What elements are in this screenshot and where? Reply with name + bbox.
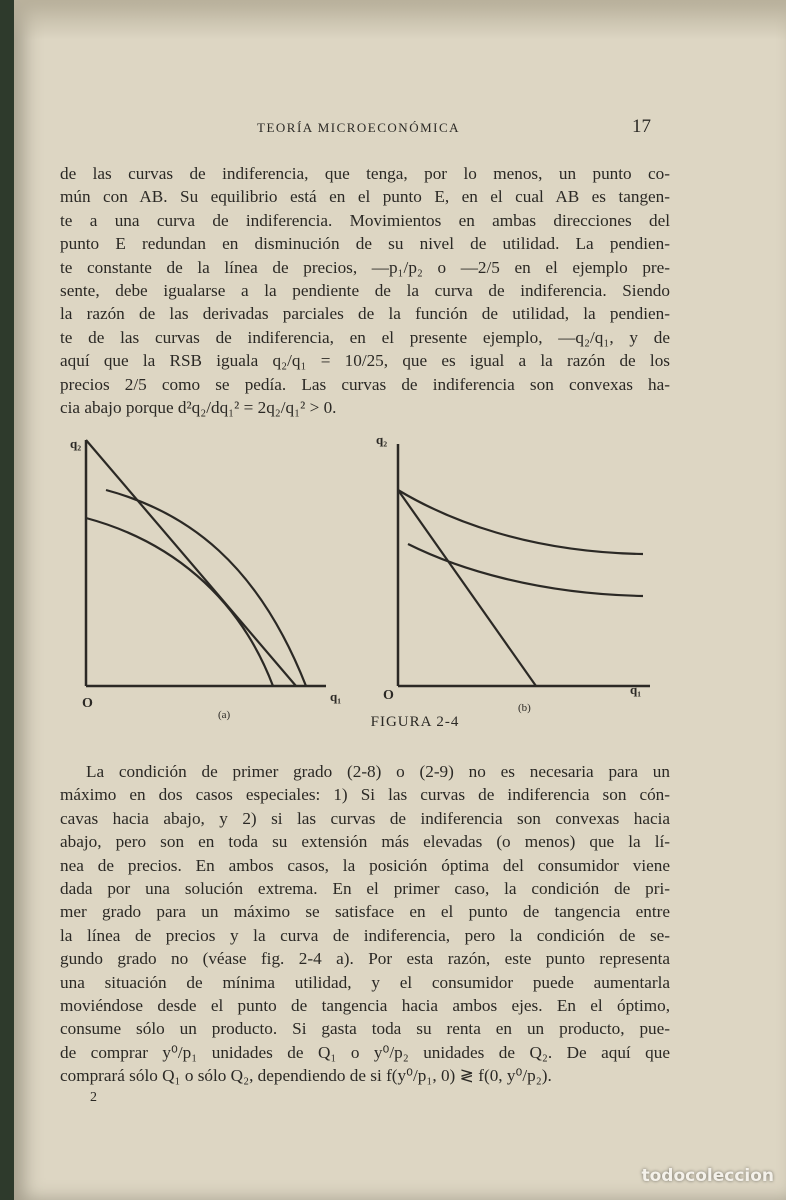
panel-a-y-label: q₂: [70, 436, 82, 451]
text-line: cia abajo porque d²q₂/dq₁² = 2q₂/q₁² > 0.: [60, 398, 337, 418]
panel-b-x-label: q₁: [630, 682, 642, 697]
text-line: gundo grado no (véase fig. 2-4 a). Por esta razón, este punto representa: [60, 949, 670, 969]
text-line: de comprar y⁰/p₁ unidades de Q₁ o y⁰/p₂ unidades de Q₂. De aquí que: [60, 1042, 670, 1062]
text-line: una situación de mínima utilidad, y el consumidor puede aumentarla: [60, 972, 670, 992]
panel-a-tag: (a): [218, 709, 231, 721]
text-line: la razón de las derivadas parciales de la función de utilidad, la pendien-: [60, 304, 670, 324]
text-line: abajo, pero son en toda su extensión más elevadas (o menos) que la lí-: [60, 832, 670, 852]
text-line: mún con AB. Su equilibrio está en el punto E, en el cual AB es tangen-: [60, 187, 670, 207]
panel-a: [86, 440, 326, 686]
figure-2-4: [68, 424, 668, 724]
signature-mark: 2: [90, 1090, 97, 1105]
panel-b-indifference-curve-upper: [398, 490, 643, 554]
panel-a-indifference-curve-lower: [86, 518, 273, 686]
text-line: La condición de primer grado (2-8) o (2-9) no es necesaria para un: [86, 762, 670, 781]
panel-b-y-label: q₂: [376, 432, 388, 447]
paragraph-1: [60, 162, 670, 419]
page-number: 17: [632, 116, 651, 137]
text-line: te de las curvas de indiferencia, en el presente ejemplo, —q₂/q₁, y de: [60, 327, 670, 347]
panel-a-origin: O: [82, 696, 93, 711]
panel-a-x-label: q₁: [330, 689, 342, 704]
figure-caption: FIGURA 2-4: [370, 714, 460, 730]
panel-b-tag: (b): [518, 702, 531, 714]
text-line: te a una curva de indiferencia. Movimientos en ambas direcciones del: [60, 210, 670, 230]
watermark-logo: todocoleccion: [641, 1166, 774, 1186]
panel-b-origin: O: [383, 688, 394, 703]
paragraph-2: [60, 760, 670, 1088]
text-line: de las curvas de indiferencia, que tenga, por lo menos, un punto co-: [60, 164, 670, 183]
text-line: moviéndose desde el punto de tangencia hacia ambos ejes. En el óptimo,: [60, 996, 670, 1016]
panel-a-indifference-curve-upper: [106, 490, 306, 686]
running-head-title: TEORÍA MICROECONÓMICA: [257, 120, 461, 135]
text-line: la línea de precios y la curva de indiferencia, pero la condición de se-: [60, 925, 670, 945]
book-page: [14, 0, 786, 1200]
text-line: comprará sólo Q₁ o sólo Q₂, dependiendo de si f(y⁰/p₁, 0) ≷ f(0, y⁰/p₂).: [60, 1066, 552, 1086]
panel-a-price-line: [86, 440, 296, 686]
text-line: dada por una solución extrema. En el primer caso, la condición de pri-: [60, 879, 670, 899]
panel-b: [398, 444, 650, 686]
text-line: nea de precios. En ambos casos, la posición óptima del consumidor viene: [60, 855, 670, 875]
text-line: máximo en dos casos especiales: 1) Si las curvas de indiferencia son cón-: [60, 785, 670, 805]
panel-b-price-line: [398, 490, 536, 686]
text-line: cavas hacia abajo, y 2) si las curvas de indiferencia son convexas hacia: [60, 808, 670, 828]
text-line: te constante de la línea de precios, —p₁/p₂ o —2/5 en el ejemplo pre-: [60, 257, 670, 277]
text-line: sente, debe igualarse a la pendiente de la curva de indiferencia. Siendo: [60, 281, 670, 301]
text-line: mer grado para un máximo se satisface en el punto de tangencia entre: [60, 902, 670, 922]
text-line: consume sólo un producto. Si gasta toda su renta en un producto, pue-: [60, 1019, 670, 1039]
text-line: punto E redundan en disminución de su nivel de utilidad. La pendien-: [60, 234, 670, 254]
text-line: precios 2/5 como se pedía. Las curvas de indiferencia son convexas ha-: [60, 374, 670, 394]
text-line: aquí que la RSB iguala q₂/q₁ = 10/25, que es igual a la razón de los: [60, 351, 670, 371]
